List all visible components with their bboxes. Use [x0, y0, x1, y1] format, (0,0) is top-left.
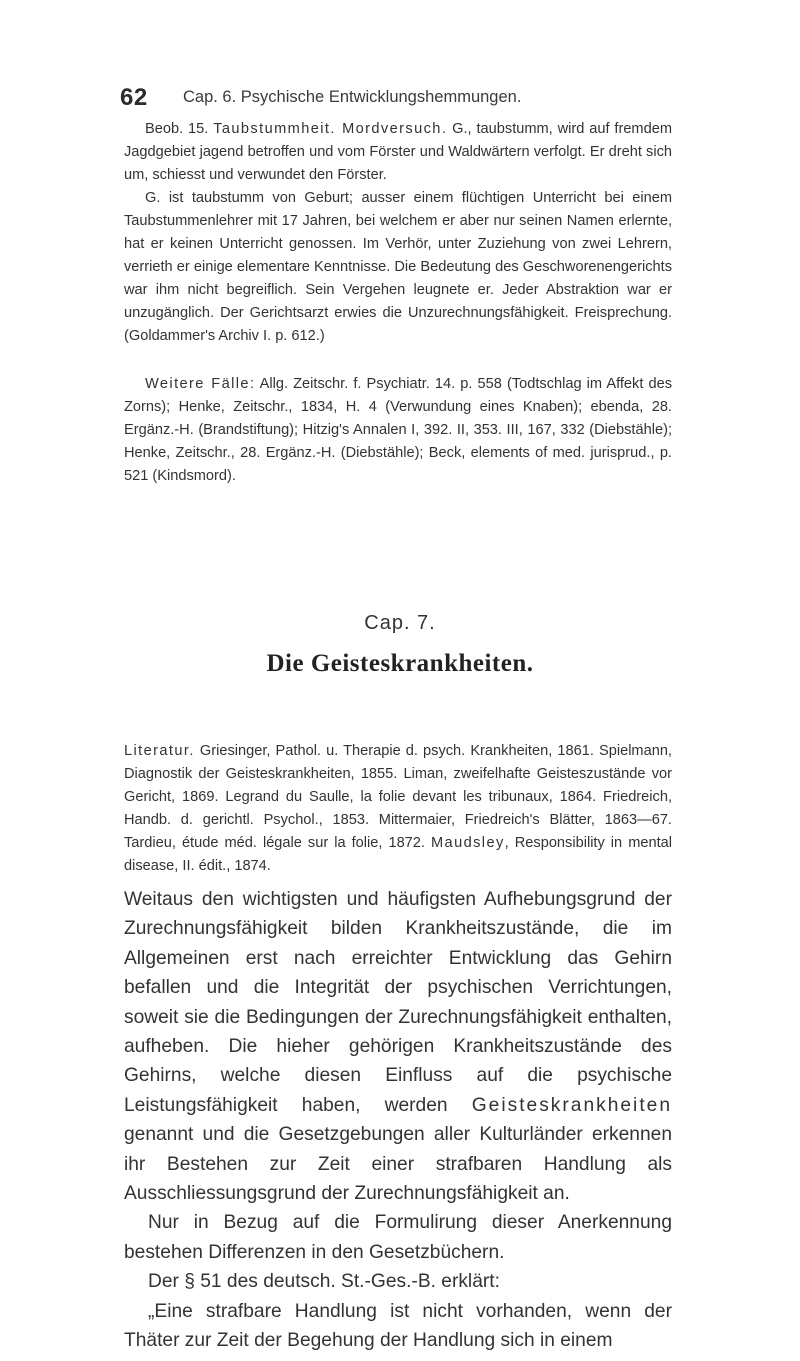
further-cases-block [124, 373, 672, 488]
main-paragraph-1-a: Weitaus den wichtigsten und häufigsten Aufhebungsgrund der Zurechnungsfähigkeit bilden Krankheitszustände, die im Allgemeinen erst nach erreichter Entwicklung das Gehirn befallen und die Integrität der psychischen Verrichtungen, soweit sie die Bedingungen der Zurechnungsfähigkeit enthalten, aufheben. Die hieher gehörigen Krankheitszustände des Gehirns, welche diesen Einfluss auf die psychische Leistungsfähigkeit haben, werden [124, 889, 672, 1116]
main-paragraph-2: Nur in Bezug auf die Formulirung dieser Anerkennung bestehen Differenzen in den Gesetzbüchern. [124, 1212, 672, 1263]
chapter-number: Cap. 7. [364, 612, 436, 634]
observation-title: Taubstummheit. Mordversuch. [213, 121, 448, 137]
main-paragraph-3: Der § 51 des deutsch. St.-Ges.-B. erklärt: [148, 1271, 500, 1293]
literature-block [124, 740, 672, 878]
observation-text-1: G., taubstumm, wird auf fremdem Jagdgebiet jagend betroffen und vom Förster und Waldwärtern verfolgt. Er dreht sich um, schiesst und verwundet den Förster. [124, 121, 672, 183]
term-geisteskrankheiten: Geisteskrankheiten [471, 1094, 672, 1116]
observation-block [124, 118, 672, 348]
literature-label: Literatur. [124, 743, 195, 759]
page-header [120, 84, 680, 114]
literature-text-b: , Responsibility in mental disease, II. édit., 1874. [124, 835, 672, 874]
further-cases-text: Allg. Zeitschr. f. Psychiatr. 14. p. 558 (Todtschlag im Affekt des Zorns); Henke, Zeitschr., 1834, H. 4 (Verwundung eines Knaben); ebenda, 28. Ergänz.-H. (Brandstiftung); Hitzig's Annalen I, 392. II, 353. III, 167, 332 (Diebstähle); Henke, Zeitschr., 28. Ergänz.-H. (Diebstähle); Beck, elements of med. jurisprud., p. 521 (Kindsmord). [124, 376, 673, 484]
further-cases-label: Weitere Fälle: [145, 376, 256, 392]
observation-label: Beob. 15. [145, 121, 209, 137]
main-paragraph-4-quote: „Eine strafbare Handlung ist nicht vorhanden, wenn der Thäter zur Zeit der Begehung der Handlung sich in einem [124, 1300, 672, 1352]
observation-paragraph-2: G. ist taubstumm von Geburt; ausser einem flüchtigen Unterricht bei einem Taubstummenlehrer mit 17 Jahren, bei welchem er aber nur seinen Namen erlernte, hat er keinen Unterricht genossen. Im Verhör, unter Zuziehung von zwei Lehrern, verrieth er einige elementare Kenntnisse. Die Bedeutung des Geschworenengerichts war ihm nicht begreiflich. Sein Vergehen leugnete er. Jeder Abstraktion war er unzugänglich. Der Gerichtsarzt erwies die Unzurechnungsfähigkeit. Freisprechung. (Goldammer's Archiv I. p. 612.) [124, 190, 672, 344]
literature-maudsley: Maudsley [431, 835, 505, 851]
further-cases-paragraph [124, 373, 672, 488]
literature-paragraph [124, 740, 672, 878]
page-number: 62 [120, 84, 148, 111]
main-paragraph-1 [124, 885, 672, 1208]
main-text-block [124, 885, 672, 1356]
literature-text-a: Griesinger, Pathol. u. Therapie d. psych. Krankheiten, 1861. Spielmann, Diagnostik der Geisteskrankheiten, 1855. Liman, zweifelhafte Geisteszustände vor Gericht, 1869. Legrand du Saulle, la folie devant les tribunaux, 1864. Friedreich, Handb. d. gerichtl. Psychol., 1853. Mittermaier, Friedreich's Blätter, 1863—67. Tardieu, étude méd. légale sur la folie, 1872. [124, 743, 672, 851]
main-paragraph-1-b: genannt und die Gesetzgebungen aller Kulturländer erkennen ihr Bestehen zur Zeit einer strafbaren Handlung als Ausschliessungsgrund der Zurechnungsfähigkeit an. [124, 1124, 672, 1205]
running-head: Cap. 6. Psychische Entwicklungshemmungen. [183, 88, 522, 106]
observation-paragraph-1 [124, 118, 672, 187]
chapter-title: Die Geisteskrankheiten. [266, 650, 534, 677]
